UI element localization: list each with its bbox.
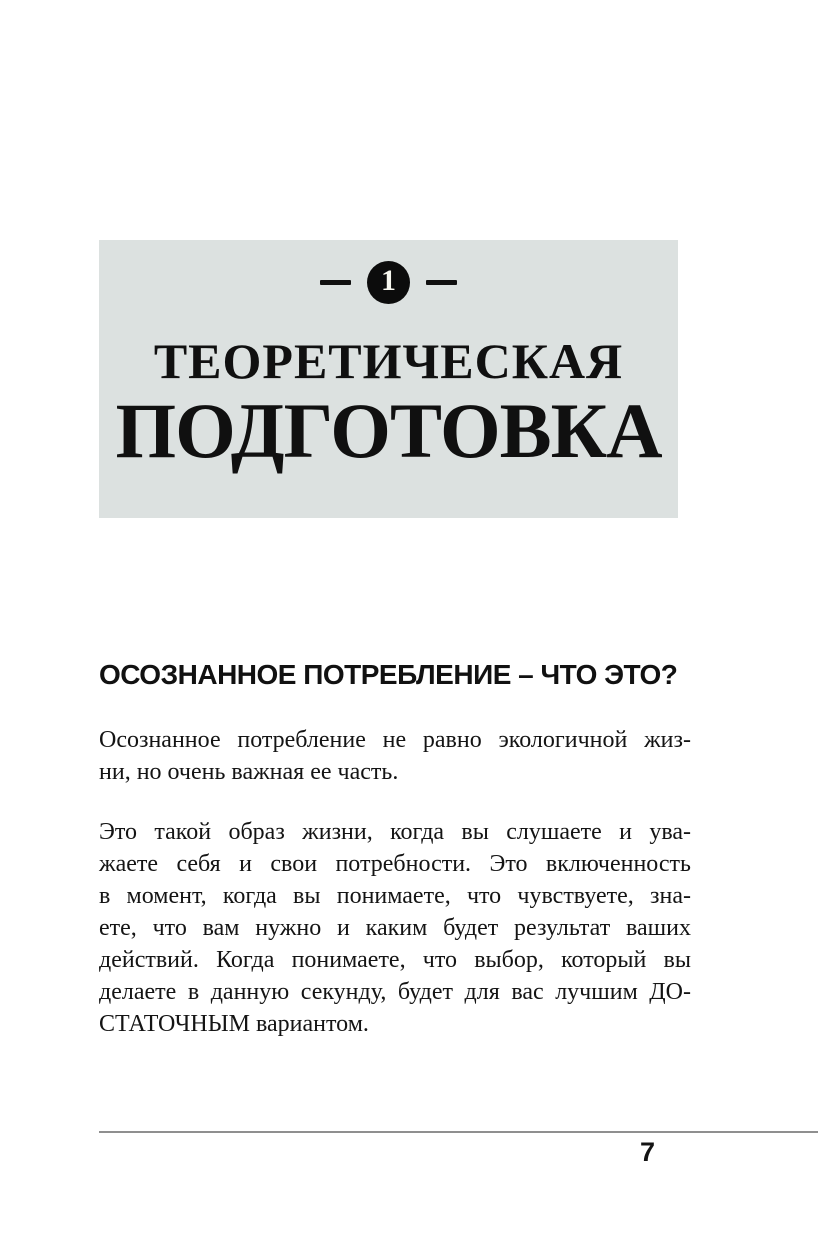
text-line: действий. Когда понимаете, что выбор, который вы (99, 947, 691, 973)
chapter-title-line2: ПОДГОТОВКА (115, 387, 662, 474)
chapter-title-line1: ТЕОРЕТИЧЕСКАЯ (153, 333, 624, 389)
paragraph-1 (99, 724, 691, 788)
text-line: жаете себя и свои потребности. Это включенность (99, 851, 691, 877)
page-number: 7 (640, 1137, 656, 1167)
dash-right-icon (426, 280, 457, 285)
section-heading: ОСОЗНАННОЕ ПОТРЕБЛЕНИЕ – ЧТО ЭТО? (99, 659, 678, 690)
text-line: в момент, когда вы понимаете, что чувствуете, зна- (99, 883, 691, 909)
text-line: Это такой образ жизни, когда вы слушаете и ува- (99, 819, 691, 845)
footer-divider (99, 1131, 818, 1133)
paragraph-2 (99, 816, 691, 1040)
text-line: Осознанное потребление не равно экологичной жиз- (99, 727, 691, 753)
text-line: ете, что вам нужно и каким будет результат ваших (99, 915, 691, 941)
text-line: делаете в данную секунду, будет для вас лучшим ДО- (99, 979, 691, 1005)
text-line: ни, но очень важная ее часть. (99, 759, 399, 785)
chapter-header-box (99, 240, 678, 518)
chapter-number: 1 (381, 264, 396, 297)
dash-left-icon (320, 280, 351, 285)
text-line: СТАТОЧНЫМ вариантом. (99, 1011, 369, 1037)
chapter-number-circle-icon (367, 261, 410, 304)
chapter-number-marker (99, 260, 678, 304)
